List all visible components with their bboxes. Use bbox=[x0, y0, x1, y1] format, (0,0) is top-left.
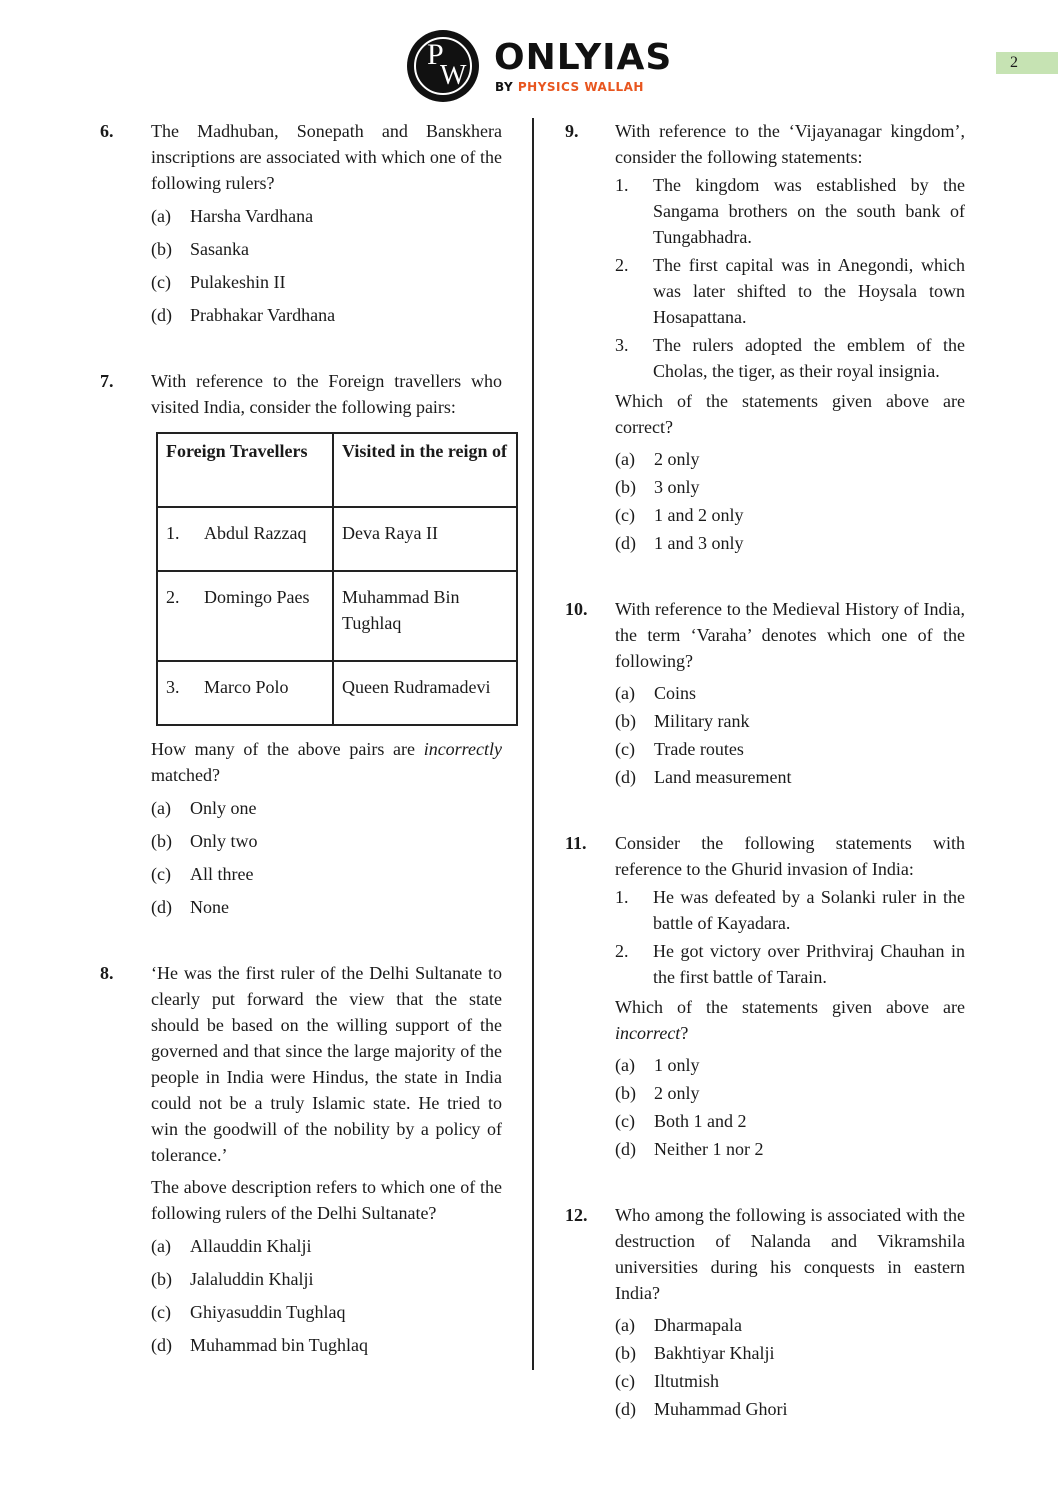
option-d bbox=[615, 764, 965, 790]
option-label: (a) bbox=[615, 1315, 635, 1335]
prompt-text: ? bbox=[680, 1023, 689, 1043]
table-row bbox=[157, 571, 517, 661]
question-stem: The Madhuban, Sonepath and Banskhera inscriptions are associated with which one of the following rulers? bbox=[151, 121, 502, 193]
option-text: Iltutmish bbox=[654, 1371, 720, 1391]
option-label: (b) bbox=[615, 1083, 636, 1103]
option-a bbox=[151, 1233, 502, 1259]
option-b bbox=[151, 236, 502, 262]
option-text: Harsha Vardhana bbox=[190, 206, 314, 226]
option-label: (c) bbox=[151, 864, 171, 884]
option-label: (d) bbox=[615, 767, 636, 787]
logo-letter-w: W bbox=[440, 60, 467, 91]
option-text: 2 only bbox=[654, 449, 700, 469]
option-text: Military rank bbox=[654, 711, 750, 731]
option-text: 1 and 3 only bbox=[654, 533, 744, 553]
statement-text: The kingdom was established by the Sangama brothers on the south bank of Tungabhadra. bbox=[653, 175, 965, 247]
option-text: Muhammad Ghori bbox=[654, 1399, 788, 1419]
statement-text: The rulers adopted the emblem of the Cholas, the tiger, as their royal insignia. bbox=[653, 335, 965, 381]
option-text: All three bbox=[190, 864, 254, 884]
option-label: (d) bbox=[615, 1399, 636, 1419]
option-text: Ghiyasuddin Tughlaq bbox=[190, 1302, 346, 1322]
pairs-table bbox=[156, 432, 518, 726]
option-d bbox=[615, 1396, 965, 1422]
option-c bbox=[615, 736, 965, 762]
option-c bbox=[151, 861, 502, 887]
option-c bbox=[615, 502, 965, 528]
prompt-text: How many of the above pairs are bbox=[151, 739, 424, 759]
option-b bbox=[615, 1340, 965, 1366]
statement-text: He was defeated by a Solanki ruler in the battle of Kayadara. bbox=[653, 887, 965, 933]
option-label: (c) bbox=[615, 1371, 635, 1391]
row-number: 3. bbox=[166, 677, 180, 697]
option-text: Jalaluddin Khalji bbox=[190, 1269, 314, 1289]
traveller-name: Domingo Paes bbox=[204, 587, 310, 607]
row-number: 1. bbox=[166, 523, 180, 543]
statement-2 bbox=[615, 252, 965, 330]
page-number: 2 bbox=[1010, 54, 1018, 71]
prompt-emphasis: incorrectly bbox=[423, 739, 502, 759]
option-label: (d) bbox=[151, 1335, 172, 1355]
question-number: 7. bbox=[100, 371, 114, 391]
question-number: 6. bbox=[100, 121, 114, 141]
option-text: 1 only bbox=[654, 1055, 700, 1075]
statement-1 bbox=[615, 172, 965, 250]
option-label: (a) bbox=[151, 206, 171, 226]
logo-letter-p: P bbox=[427, 38, 444, 71]
question-number: 9. bbox=[565, 121, 579, 141]
question-number: 11. bbox=[565, 833, 587, 853]
option-label: (d) bbox=[615, 533, 636, 553]
option-label: (d) bbox=[151, 305, 172, 325]
options-list bbox=[615, 446, 965, 556]
option-text: 2 only bbox=[654, 1083, 700, 1103]
option-d bbox=[151, 1332, 502, 1358]
option-label: (b) bbox=[151, 831, 172, 851]
option-d bbox=[615, 530, 965, 556]
option-a bbox=[615, 1052, 965, 1078]
question-stem: With reference to the ‘Vijayanagar kingdom’, consider the following statements: bbox=[615, 121, 965, 167]
option-label: (a) bbox=[151, 798, 171, 818]
brand-tagline bbox=[495, 80, 644, 94]
option-label: (c) bbox=[151, 1302, 171, 1322]
prompt-emphasis: incorrect bbox=[615, 1023, 681, 1043]
option-d bbox=[615, 1136, 965, 1162]
option-text: Trade routes bbox=[654, 739, 744, 759]
option-text: Land measurement bbox=[654, 767, 792, 787]
option-label: (b) bbox=[151, 239, 172, 259]
option-text: Coins bbox=[654, 683, 697, 703]
option-text: Dharmapala bbox=[654, 1315, 742, 1335]
option-c bbox=[615, 1368, 965, 1394]
option-text: Bakhtiyar Khalji bbox=[654, 1343, 775, 1363]
question-number: 8. bbox=[100, 963, 114, 983]
table-cell-traveller bbox=[157, 661, 333, 725]
option-label: (c) bbox=[615, 505, 635, 525]
table-header-row bbox=[157, 433, 517, 507]
option-label: (a) bbox=[151, 1236, 171, 1256]
option-text: Only two bbox=[190, 831, 258, 851]
option-text: Both 1 and 2 bbox=[654, 1111, 747, 1131]
option-a bbox=[151, 795, 502, 821]
question-7 bbox=[100, 368, 507, 920]
option-label: (c) bbox=[151, 272, 171, 292]
statement-number: 2. bbox=[615, 255, 629, 275]
options-list bbox=[151, 795, 502, 920]
options-list bbox=[615, 1312, 965, 1422]
table-row bbox=[157, 661, 517, 725]
statement-1 bbox=[615, 884, 965, 936]
option-a bbox=[151, 203, 502, 229]
option-text: Muhammad bin Tughlaq bbox=[190, 1335, 369, 1355]
page-header bbox=[0, 0, 1058, 110]
question-8 bbox=[100, 960, 502, 1358]
right-column bbox=[565, 118, 965, 1462]
option-c bbox=[151, 269, 502, 295]
option-c bbox=[615, 1108, 965, 1134]
question-stem: Consider the following statements with reference to the Ghurid invasion of India: bbox=[615, 833, 965, 879]
question-10 bbox=[565, 596, 965, 790]
question-9 bbox=[565, 118, 965, 556]
table-cell-reign: Muhammad Bin Tughlaq bbox=[333, 571, 517, 661]
option-label: (a) bbox=[615, 449, 635, 469]
question-prompt: Which of the statements given above are correct? bbox=[615, 391, 965, 437]
option-label: (d) bbox=[151, 897, 172, 917]
option-a bbox=[615, 446, 965, 472]
question-12 bbox=[565, 1202, 965, 1422]
option-text: 1 and 2 only bbox=[654, 505, 744, 525]
option-d bbox=[151, 302, 502, 328]
options-list bbox=[615, 680, 965, 790]
statement-number: 1. bbox=[615, 175, 629, 195]
table-cell-traveller bbox=[157, 571, 333, 661]
question-prompt bbox=[151, 736, 502, 788]
traveller-name: Abdul Razzaq bbox=[204, 523, 307, 543]
tagline-physics-wallah: PHYSICS WALLAH bbox=[517, 80, 644, 94]
option-text: Neither 1 nor 2 bbox=[654, 1139, 764, 1159]
prompt-text: matched? bbox=[151, 765, 220, 785]
traveller-name: Marco Polo bbox=[204, 677, 289, 697]
table-header-reign: Visited in the reign of bbox=[333, 433, 517, 507]
option-label: (c) bbox=[615, 1111, 635, 1131]
option-text: 3 only bbox=[654, 477, 700, 497]
option-b bbox=[151, 1266, 502, 1292]
option-label: (c) bbox=[615, 739, 635, 759]
statement-number: 3. bbox=[615, 335, 629, 355]
option-text: Prabhakar Vardhana bbox=[190, 305, 336, 325]
question-quote: ‘He was the first ruler of the Delhi Sultanate to clearly put forward the view that the state should be based on the willing support of the governed and that since the large majority of the people in India were Hindus, the state in India could not be a truly Islamic state. He tried to win the goodwill of the nobility by a policy of tolerance.’ bbox=[151, 963, 502, 1165]
option-a bbox=[615, 1312, 965, 1338]
page-number-badge bbox=[996, 52, 1058, 74]
table-cell-reign: Deva Raya II bbox=[333, 507, 517, 571]
option-text: Allauddin Khalji bbox=[190, 1236, 312, 1256]
question-stem: Who among the following is associated with the destruction of Nalanda and Vikramshila universities during his conquests in eastern India? bbox=[615, 1205, 965, 1303]
column-divider bbox=[532, 118, 534, 1370]
option-b bbox=[151, 828, 502, 854]
statement-text: The first capital was in Anegondi, which was later shifted to the Hoysala town Hosapattana. bbox=[653, 255, 965, 327]
option-a bbox=[615, 680, 965, 706]
table-cell-reign: Queen Rudramadevi bbox=[333, 661, 517, 725]
left-column bbox=[100, 118, 507, 1398]
option-text: Pulakeshin II bbox=[190, 272, 286, 292]
option-label: (d) bbox=[615, 1139, 636, 1159]
statement-number: 2. bbox=[615, 941, 629, 961]
table-row bbox=[157, 507, 517, 571]
option-b bbox=[615, 708, 965, 734]
row-number: 2. bbox=[166, 587, 180, 607]
option-b bbox=[615, 1080, 965, 1106]
question-stem: With reference to the Foreign travellers who visited India, consider the following pairs: bbox=[151, 371, 502, 417]
option-text: None bbox=[190, 897, 229, 917]
pw-logo-icon bbox=[407, 30, 479, 102]
statement-text: He got victory over Prithviraj Chauhan in the first battle of Tarain. bbox=[653, 941, 965, 987]
option-c bbox=[151, 1299, 502, 1325]
option-label: (b) bbox=[151, 1269, 172, 1289]
option-label: (b) bbox=[615, 711, 636, 731]
option-label: (b) bbox=[615, 477, 636, 497]
statement-3 bbox=[615, 332, 965, 384]
option-label: (a) bbox=[615, 1055, 635, 1075]
option-label: (b) bbox=[615, 1343, 636, 1363]
option-text: Sasanka bbox=[190, 239, 249, 259]
question-number: 12. bbox=[565, 1205, 588, 1225]
options-list bbox=[615, 1052, 965, 1162]
option-b bbox=[615, 474, 965, 500]
statement-2 bbox=[615, 938, 965, 990]
tagline-by: BY bbox=[495, 80, 518, 94]
prompt-text: Which of the statements given above are bbox=[615, 997, 965, 1017]
table-header-travellers: Foreign Travellers bbox=[157, 433, 333, 507]
question-11 bbox=[565, 830, 965, 1162]
table-cell-traveller bbox=[157, 507, 333, 571]
statement-number: 1. bbox=[615, 887, 629, 907]
option-label: (a) bbox=[615, 683, 635, 703]
option-d bbox=[151, 894, 502, 920]
question-6 bbox=[100, 118, 502, 328]
question-prompt bbox=[615, 994, 965, 1046]
question-stem: With reference to the Medieval History of India, the term ‘Varaha’ denotes which one of the following? bbox=[615, 599, 965, 671]
question-number: 10. bbox=[565, 599, 588, 619]
brand-name: ONLYIAS bbox=[494, 37, 673, 78]
options-list bbox=[151, 203, 502, 328]
options-list bbox=[151, 1233, 502, 1358]
option-text: Only one bbox=[190, 798, 257, 818]
question-prompt: The above description refers to which one of the following rulers of the Delhi Sultanate? bbox=[151, 1177, 502, 1223]
